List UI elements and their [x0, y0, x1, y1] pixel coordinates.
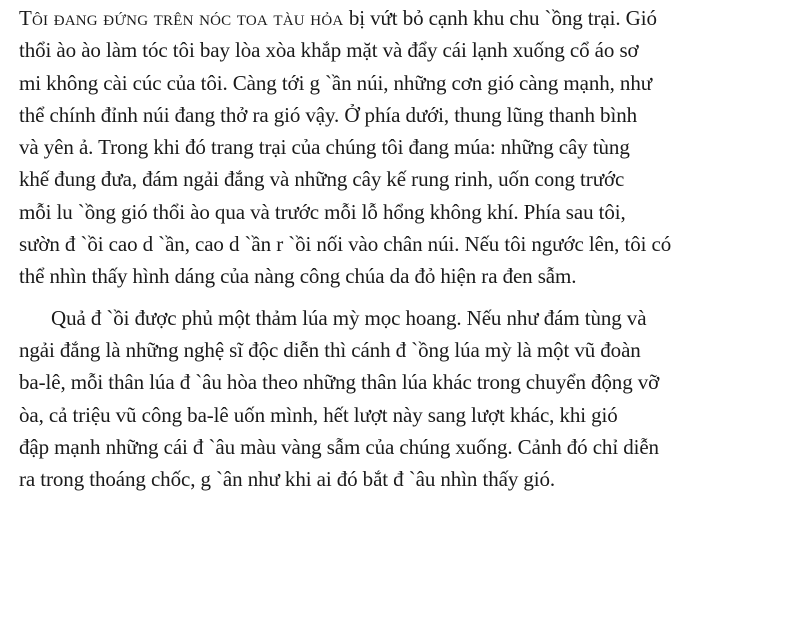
text-line: sườn đ `ồi cao d `ần, cao d `ần r `ồi nối vào chân núi. Nếu tôi ngước lên, tôi có [19, 232, 672, 257]
paragraph-2 [19, 302, 785, 496]
text-line: thể nhìn thấy hình dáng của nàng công chúa da đỏ hiện ra đen sẫm. [19, 264, 577, 289]
text-line: khế đung đưa, đám ngải đắng và những cây kế rung rinh, uốn cong trước [19, 167, 625, 192]
text-line: mỗi lu `ồng gió thổi ào qua và trước mỗi lỗ hổng không khí. Phía sau tôi, [19, 199, 626, 224]
text-line: ngải đắng là những nghệ sĩ độc diễn thì cánh đ `ồng lúa mỳ là một vũ đoàn [19, 337, 641, 362]
text-line [19, 2, 785, 34]
opening-smallcaps-text: Tôi đang đứng trên nóc toa tàu hỏa [19, 6, 349, 30]
text-line: thổi ào ào làm tóc tôi bay lòa xòa khắp mặt và đẩy cái lạnh xuống cổ áo sơ [19, 38, 639, 63]
text-line-content: bị vứt bỏ cạnh khu chu `ồng trại. Gió [348, 6, 657, 30]
text-line: thể chính đỉnh núi đang thở ra gió vậy. Ở phía dưới, thung lũng thanh bình [19, 102, 637, 127]
text-line: òa, cả triệu vũ công ba-lê uốn mình, hết lượt này sang lượt khác, khi gió [19, 402, 618, 427]
text-line: và yên ả. Trong khi đó trang trại của chúng tôi đang múa: những cây tùng [19, 135, 630, 160]
paragraph-spacer [19, 293, 785, 302]
text-line: Quả đ `ồi được phủ một thảm lúa mỳ mọc hoang. Nếu như đám tùng và [51, 305, 647, 330]
text-line: mi không cài cúc của tôi. Càng tới g `ần núi, những cơn gió càng mạnh, như [19, 70, 653, 95]
text-line: ba-lê, mỗi thân lúa đ `âu hòa theo những thân lúa khác trong chuyển động vỡ [19, 370, 660, 395]
document-page [19, 2, 785, 495]
text-line: đập mạnh những cái đ `âu màu vàng sẫm của chúng xuống. Cảnh đó chỉ diễn [19, 434, 659, 459]
paragraph-1 [19, 2, 785, 293]
text-line: ra trong thoáng chốc, g `ân như khi ai đó bắt đ `âu nhìn thấy gió. [19, 467, 556, 492]
